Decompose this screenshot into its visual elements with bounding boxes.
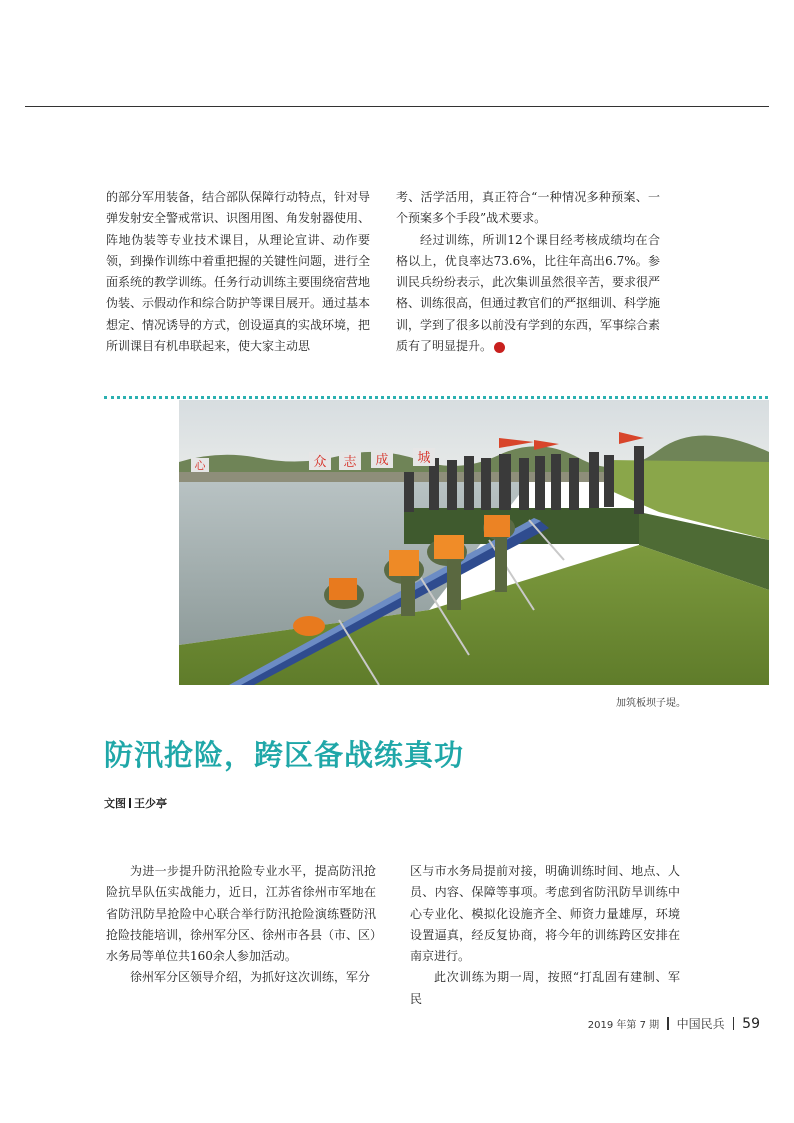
footer-separator (667, 1017, 669, 1030)
paragraph (396, 230, 660, 358)
end-mark-icon: 刊 (494, 342, 505, 353)
lower-right-column (410, 861, 680, 1010)
byline-label: 文图 (104, 797, 126, 810)
page-footer (588, 1015, 760, 1032)
paragraph: 区与市水务局提前对接，明确训练时间、地点、人员、内容、保障等事项。考虑到省防汛防旱训练中心专业化、模拟化设施齐全、师资力量雄厚，环境设置逼真，经反复协商，将今年的训练跨区安排在南京进行。 (410, 864, 680, 964)
paragraph: 的部分军用装备，结合部队保障行动特点，针对导弹发射安全警戒常识、识图用图、角发射器使用、阵地伪装等专业技术课目，从理论宣讲、动作要领，到操作训练中着重把握的关键性问题，进行全面系统的教学训练。任务行动训练主要围绕宿营地伪装、示假动作和综合防护等课目展开。通过基本想定、情况诱导的方式，创设逼真的实战环境，把所训课目有机串联起来，使大家主动思 (106, 190, 371, 354)
article-headline: 防汛抢险，跨区备战练真功 (104, 738, 465, 772)
byline-separator (129, 798, 131, 808)
banner-char: 成 (375, 453, 389, 468)
banner-char: 志 (343, 455, 357, 470)
photo-caption: 加筑板坝子堤。 (616, 698, 686, 709)
paragraph: 徐州军分区领导介绍，为抓好这次训练，军分 (130, 970, 371, 985)
paragraph-text: 经过训练，所训12个课目经考核成绩均在合格以上，优良率达73.6%，比往年高出6.7%。参训民兵纷纷表示，此次集训虽然很辛苦，要求很严格、训练很高，但通过教官们的严抠细训、科学施训，学到了很多以前没有学到的东西，军事综合素质有了明显提升。 (396, 232, 661, 354)
header-rule (25, 106, 769, 107)
paragraph: 此次训练为期一周，按照“打乱固有建制、军民 (410, 970, 680, 1006)
paragraph: 考、活学活用，真正符合“一种情况多种预案、一个预案多个手段”战术要求。 (396, 190, 660, 226)
page-number: 59 (742, 1015, 760, 1032)
banner-char: 城 (417, 451, 431, 466)
paragraph: 为进一步提升防汛抢险专业水平，提高防汛抢险抗旱队伍实战能力，近日，江苏省徐州市军地在省防汛防旱抢险中心联合举行防汛抢险演练暨防汛抢险技能培训，徐州军分区、徐州市各县（市、区）水务局等单位共160余人参加活动。 (106, 864, 377, 964)
banner-char: 众 (313, 455, 327, 470)
byline-author: 王少亭 (134, 797, 167, 810)
byline (104, 795, 167, 811)
banner-char: 心 (194, 459, 206, 472)
upper-left-column (106, 187, 370, 357)
article-photo (179, 400, 769, 685)
footer-separator (733, 1017, 735, 1030)
issue-label: 2019 年第 7 期 (587, 1020, 660, 1031)
magazine-name: 中国民兵 (676, 1017, 725, 1031)
section-divider (104, 396, 768, 399)
upper-right-column (396, 187, 660, 357)
lower-left-column (106, 861, 376, 989)
